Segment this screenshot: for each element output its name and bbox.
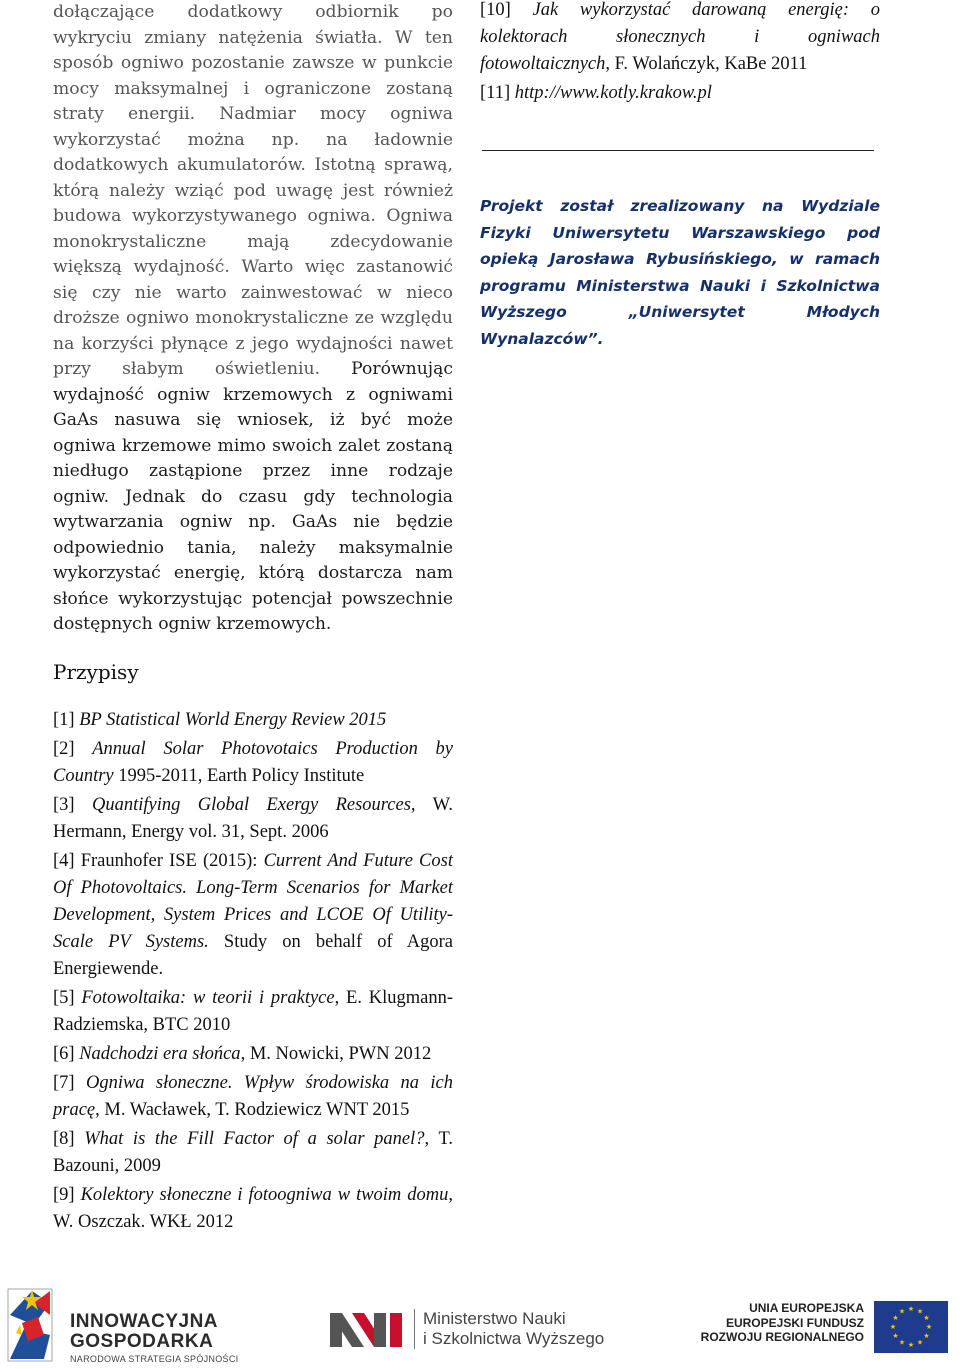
eu-line1: UNIA EUROPEJSKA <box>749 1301 864 1315</box>
eu-flag-icon <box>874 1301 948 1353</box>
svg-text:★: ★ <box>898 1307 906 1316</box>
right-column <box>480 0 880 368</box>
svg-text:★: ★ <box>923 1332 930 1340</box>
body-text-part-2: Ogniwa monokrystaliczne mają zdecydowanie większą wydajność. Warto więc zastanowić się czy nie warto zainwestować w nieco droższe ogniwo monokrystaliczne ze względu na korzyści płynące z jego wydajności nawet przy słabym oświetleniu. <box>53 206 453 379</box>
footnote-item: [3] Quantifying Global Exergy Resources, W. Hermann, Energy vol. 31, Sept. 2006 <box>53 795 453 842</box>
body-text-part-3: Porównując wydajność ogniw krzemowych z ogniwami GaAs nasuwa się wniosek, iż być może ogniwa krzemowe mimo swoich zalet zostaną niedługo zastąpione przez inne rodzaje ogniw. Jednak do czasu gdy technologia wytwarzania ogniw np. GaAs nie będzie odpowiednio tania, należy maksymalnie wykorzystać energię, którą dostarcza nam słońce wykorzystując potencjał powszechnie dostępnych ogniw krzemowych. <box>53 359 453 634</box>
svg-text:★: ★ <box>892 1332 899 1340</box>
footnote-item: [1] BP Statistical World Energy Review 2015 <box>53 710 387 730</box>
section-divider <box>482 150 874 151</box>
logo-footer <box>0 1275 960 1366</box>
svg-text:★: ★ <box>923 1314 930 1322</box>
footnotes-list <box>53 707 453 1236</box>
ig-line2: GOSPODARKA <box>70 1331 214 1352</box>
footnote-item: [9] Kolektory słoneczne i fotoogniwa w twoim domu, W. Oszczak. WKŁ 2012 <box>53 1185 454 1232</box>
ministerstwo-logo <box>330 1307 610 1357</box>
project-note: Projekt został zrealizowany na Wydziale Fizyki Uniwersytetu Warszawskiego pod opieką Jarosława Rybusińskiego, w ramach programu Ministerstwa Nauki i Szkolnictwa Wyższego „Uniwersytet Młodych Wynalazców”. <box>480 197 880 348</box>
body-text-part-1: dołączające dodatkowy odbiornik po wykryciu zmiany natężenia światła. W ten sposób ogniwo pozostanie zawsze w punkcie mocy maksymalnej i ograniczone zostaną straty energii. Nadmiar mocy ogniwa wykorzystać można np. na ładownie dodatkowych akumulatorów. Istotną sprawą, którą należy wziąć pod uwagę jest również budowa wykorzystywanego ogniwa. <box>53 2 453 226</box>
footnote-item: [4] Fraunhofer ISE (2015): Current And Future Cost Of Photovoltaics. Long-Term Scenarios for Market Development, System Prices and LCOE Of Utility-Scale PV Systems. Study on behalf of Agora Energiewende. <box>53 851 453 979</box>
left-column <box>53 0 453 1238</box>
footnote-item: [5] Fotowoltaika: w teorii i praktyce, E. Klugmann-Radziemska, BTC 2010 <box>53 988 454 1035</box>
mn-line2: i Szkolnictwa Wyższego <box>423 1329 605 1348</box>
footnote-item: [8] What is the Fill Factor of a solar panel?, T. Bazouni, 2009 <box>53 1129 454 1176</box>
footnote-item: [7] Ogniwa słoneczne. Wpływ środowiska na ich pracę, M. Wacławek, T. Rodziewicz WNT 2015 <box>53 1073 453 1120</box>
innowacyjna-gospodarka-logo <box>4 1285 264 1365</box>
ig-line3: NARODOWA STRATEGIA SPÓJNOŚCI <box>70 1354 239 1364</box>
eu-line3: ROZWOJU REGIONALNEGO <box>700 1330 864 1344</box>
mnisw-separator <box>414 1309 415 1349</box>
svg-text:★: ★ <box>898 1338 906 1347</box>
mn-line1: Ministerstwo Nauki <box>423 1309 566 1328</box>
footnotes-list-continued <box>480 0 880 107</box>
svg-text:★: ★ <box>907 1305 915 1313</box>
svg-text:★: ★ <box>916 1338 924 1347</box>
ig-emblem-icon <box>4 1285 62 1365</box>
footnote-link[interactable]: [11] http://www.kotly.krakow.pl <box>480 83 712 103</box>
ig-line1: INNOWACYJNA <box>70 1311 219 1332</box>
svg-text:★: ★ <box>892 1314 899 1322</box>
footnotes-heading: Przypisy <box>53 659 139 684</box>
svg-text:★: ★ <box>916 1307 924 1316</box>
svg-text:★: ★ <box>889 1323 897 1331</box>
body-paragraph <box>53 0 453 638</box>
footnote-item: [6] Nadchodzi era słońca, M. Nowicki, PWN 2012 <box>53 1044 432 1064</box>
mnisw-emblem-icon <box>330 1307 408 1351</box>
svg-text:★: ★ <box>925 1323 933 1331</box>
footnote-item: [2] Annual Solar Photovotaics Production by Country 1995-2011, Earth Policy Institute <box>53 739 453 786</box>
eu-line2: EUROPEJSKI FUNDUSZ <box>725 1316 864 1330</box>
eu-logo <box>700 1301 958 1363</box>
svg-text:★: ★ <box>907 1341 915 1349</box>
footnote-item: [10] Jak wykorzystać darowaną energię: o kolektorach słonecznych i ogniwach fotowoltaicznych, F. Wolańczyk, KaBe 2011 <box>480 0 880 74</box>
